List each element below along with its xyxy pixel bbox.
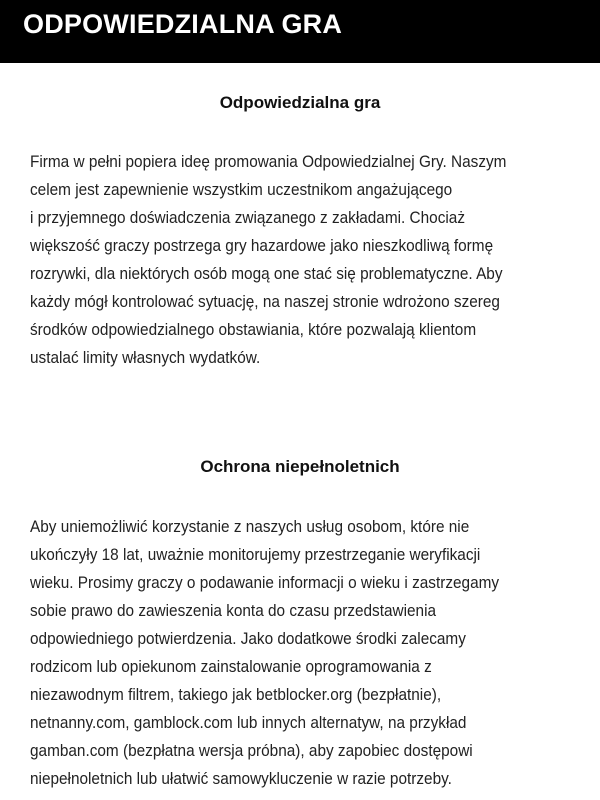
body-line: niezawodnym filtrem, takiego jak betblocker.org (bezpłatnie), [30,685,442,704]
body-line: ustalać limity własnych wydatków. [30,349,261,368]
section-title-minor-protection: Ochrona niepełnoletnich [200,457,400,477]
page-header [0,0,600,63]
body-line: odpowiedniego potwierdzenia. Jako dodatkowe środki zalecamy [30,629,466,648]
body-line: Firma w pełni popiera ideę promowania Odpowiedzialnej Gry. Naszym [30,153,507,172]
body-line: rozrywki, dla niektórych osób mogą one stać się problematyczne. Aby [30,265,503,284]
body-line: celem jest zapewnienie wszystkim uczestnikom angażującego [30,181,453,200]
body-line: rodzicom lub opiekunom zainstalowanie oprogramowania z [30,657,432,676]
body-line: ukończyły 18 lat, uważnie monitorujemy przestrzeganie weryfikacji [30,545,481,564]
body-line: wieku. Prosimy graczy o podawanie informacji o wieku i zastrzegamy [30,573,500,592]
body-line: sobie prawo do zawieszenia konta do czasu przedstawienia [30,601,437,620]
body-line: środków odpowiedzialnego obstawiania, które pozwalają klientom [30,321,477,340]
main-content [0,93,600,793]
body-line: gamban.com (bezpłatna wersja próbna), aby zapobiec dostępowi [30,741,473,760]
section-body-responsible-gaming [30,148,569,372]
body-line: Aby uniemożliwić korzystanie z naszych usług osobom, które nie [30,517,470,536]
body-line: i przyjemnego doświadczenia związanego z zakładami. Chociaż [30,209,466,228]
body-line: netnanny.com, gamblock.com lub innych alternatyw, na przykład [30,713,467,732]
body-line: każdy mógł kontrolować sytuację, na naszej stronie wdrożono szereg [30,293,500,312]
section-body-minor-protection [30,513,569,793]
body-line: niepełnoletnich lub ułatwić samowykluczenie w razie potrzeby. [30,769,452,788]
page-title: ODPOWIEDZIALNA GRA [23,9,343,39]
section-title-responsible-gaming: Odpowiedzialna gra [219,93,381,112]
body-line: większość graczy postrzega gry hazardowe jako nieszkodliwą formę [30,237,494,256]
